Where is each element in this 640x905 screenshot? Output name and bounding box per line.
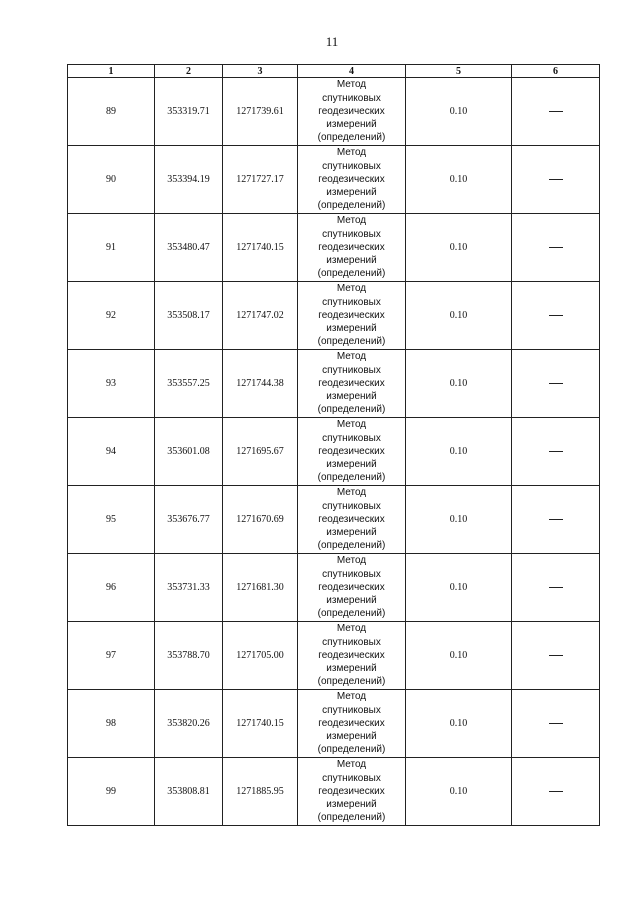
- accuracy-cell: 0.10: [406, 78, 512, 146]
- method-line: (определений): [317, 132, 386, 144]
- method-line: измерений: [326, 663, 377, 675]
- point-number-cell: 94: [68, 418, 155, 486]
- y-coordinate-cell: 1271739.61: [223, 78, 298, 146]
- method-cell: [298, 350, 406, 418]
- column-header-5: 5: [406, 65, 512, 78]
- accuracy-cell: 0.10: [406, 622, 512, 690]
- description-cell: [512, 418, 600, 486]
- method-line: Метод: [336, 691, 367, 703]
- method-line: измерений: [326, 391, 377, 403]
- description-cell: [512, 78, 600, 146]
- method-line: Метод: [336, 215, 367, 227]
- accuracy-cell: 0.10: [406, 554, 512, 622]
- accuracy-cell: 0.10: [406, 690, 512, 758]
- accuracy-cell: 0.10: [406, 146, 512, 214]
- accuracy-cell: 0.10: [406, 350, 512, 418]
- method-line: Метод: [336, 487, 367, 499]
- method-line: (определений): [317, 676, 386, 688]
- method-line: (определений): [317, 404, 386, 416]
- column-header-6: 6: [512, 65, 600, 78]
- description-cell: [512, 214, 600, 282]
- method-line: геодезических: [318, 785, 385, 797]
- method-line: спутниковых: [322, 568, 381, 580]
- table-body: [68, 78, 600, 826]
- method-line: геодезических: [318, 105, 385, 117]
- method-line: геодезических: [318, 309, 385, 321]
- method-line: геодезических: [318, 173, 385, 185]
- method-cell: [298, 758, 406, 826]
- table-row: [68, 214, 600, 282]
- y-coordinate-cell: 1271885.95: [223, 758, 298, 826]
- method-line: геодезических: [318, 241, 385, 253]
- description-cell: [512, 350, 600, 418]
- method-cell: [298, 146, 406, 214]
- table-row: [68, 350, 600, 418]
- dash-mark: [549, 723, 563, 724]
- description-cell: [512, 690, 600, 758]
- dash-mark: [549, 247, 563, 248]
- method-line: (определений): [317, 812, 386, 824]
- description-cell: [512, 622, 600, 690]
- coordinates-table: [67, 64, 600, 826]
- point-number-cell: 90: [68, 146, 155, 214]
- x-coordinate-cell: 353557.25: [155, 350, 223, 418]
- method-line: измерений: [326, 187, 377, 199]
- table-row: [68, 146, 600, 214]
- point-number-cell: 91: [68, 214, 155, 282]
- x-coordinate-cell: 353788.70: [155, 622, 223, 690]
- x-coordinate-cell: 353731.33: [155, 554, 223, 622]
- method-line: спутниковых: [322, 92, 381, 104]
- point-number-cell: 89: [68, 78, 155, 146]
- method-line: Метод: [336, 147, 367, 159]
- x-coordinate-cell: 353319.71: [155, 78, 223, 146]
- method-cell: [298, 418, 406, 486]
- dash-mark: [549, 587, 563, 588]
- method-line: измерений: [326, 255, 377, 267]
- dash-mark: [549, 383, 563, 384]
- y-coordinate-cell: 1271747.02: [223, 282, 298, 350]
- method-line: (определений): [317, 744, 386, 756]
- method-line: Метод: [336, 623, 367, 635]
- method-cell: [298, 622, 406, 690]
- point-number-cell: 98: [68, 690, 155, 758]
- description-cell: [512, 486, 600, 554]
- page-number: 11: [325, 34, 339, 49]
- method-line: (определений): [317, 472, 386, 484]
- table-header-row: [68, 65, 600, 78]
- table-row: [68, 282, 600, 350]
- column-header-4: 4: [298, 65, 406, 78]
- method-line: Метод: [336, 555, 367, 567]
- method-line: геодезических: [318, 513, 385, 525]
- y-coordinate-cell: 1271670.69: [223, 486, 298, 554]
- method-line: (определений): [317, 540, 386, 552]
- y-coordinate-cell: 1271727.17: [223, 146, 298, 214]
- y-coordinate-cell: 1271740.15: [223, 690, 298, 758]
- method-cell: [298, 282, 406, 350]
- dash-mark: [549, 451, 563, 452]
- x-coordinate-cell: 353601.08: [155, 418, 223, 486]
- table-row: [68, 690, 600, 758]
- method-line: измерений: [326, 119, 377, 131]
- method-line: измерений: [326, 527, 377, 539]
- accuracy-cell: 0.10: [406, 486, 512, 554]
- column-header-3: 3: [223, 65, 298, 78]
- method-cell: [298, 554, 406, 622]
- method-line: измерений: [326, 323, 377, 335]
- accuracy-cell: 0.10: [406, 282, 512, 350]
- x-coordinate-cell: 353508.17: [155, 282, 223, 350]
- method-line: измерений: [326, 731, 377, 743]
- dash-mark: [549, 179, 563, 180]
- method-line: Метод: [336, 79, 367, 91]
- method-cell: [298, 214, 406, 282]
- method-line: геодезических: [318, 581, 385, 593]
- method-line: измерений: [326, 459, 377, 471]
- method-line: геодезических: [318, 377, 385, 389]
- y-coordinate-cell: 1271740.15: [223, 214, 298, 282]
- dash-mark: [549, 791, 563, 792]
- accuracy-cell: 0.10: [406, 214, 512, 282]
- method-line: спутниковых: [322, 228, 381, 240]
- point-number-cell: 92: [68, 282, 155, 350]
- table-row: [68, 622, 600, 690]
- method-line: спутниковых: [322, 500, 381, 512]
- method-line: Метод: [336, 759, 367, 771]
- x-coordinate-cell: 353394.19: [155, 146, 223, 214]
- method-cell: [298, 690, 406, 758]
- method-line: (определений): [317, 200, 386, 212]
- dash-mark: [549, 315, 563, 316]
- table-row: [68, 418, 600, 486]
- method-line: спутниковых: [322, 704, 381, 716]
- method-line: измерений: [326, 799, 377, 811]
- description-cell: [512, 146, 600, 214]
- table-row: [68, 758, 600, 826]
- method-line: геодезических: [318, 445, 385, 457]
- column-header-2: 2: [155, 65, 223, 78]
- table-row: [68, 78, 600, 146]
- method-line: геодезических: [318, 649, 385, 661]
- point-number-cell: 96: [68, 554, 155, 622]
- y-coordinate-cell: 1271695.67: [223, 418, 298, 486]
- method-line: спутниковых: [322, 772, 381, 784]
- y-coordinate-cell: 1271744.38: [223, 350, 298, 418]
- method-line: (определений): [317, 336, 386, 348]
- dash-mark: [549, 111, 563, 112]
- point-number-cell: 95: [68, 486, 155, 554]
- table-row: [68, 554, 600, 622]
- x-coordinate-cell: 353808.81: [155, 758, 223, 826]
- x-coordinate-cell: 353676.77: [155, 486, 223, 554]
- method-line: (определений): [317, 608, 386, 620]
- point-number-cell: 99: [68, 758, 155, 826]
- method-line: измерений: [326, 595, 377, 607]
- method-line: (определений): [317, 268, 386, 280]
- description-cell: [512, 554, 600, 622]
- x-coordinate-cell: 353480.47: [155, 214, 223, 282]
- method-cell: [298, 78, 406, 146]
- method-line: геодезических: [318, 717, 385, 729]
- y-coordinate-cell: 1271705.00: [223, 622, 298, 690]
- x-coordinate-cell: 353820.26: [155, 690, 223, 758]
- accuracy-cell: 0.10: [406, 758, 512, 826]
- method-line: спутниковых: [322, 160, 381, 172]
- method-line: спутниковых: [322, 296, 381, 308]
- description-cell: [512, 758, 600, 826]
- dash-mark: [549, 519, 563, 520]
- y-coordinate-cell: 1271681.30: [223, 554, 298, 622]
- point-number-cell: 93: [68, 350, 155, 418]
- point-number-cell: 97: [68, 622, 155, 690]
- method-line: Метод: [336, 351, 367, 363]
- column-header-1: 1: [68, 65, 155, 78]
- method-line: спутниковых: [322, 636, 381, 648]
- table-row: [68, 486, 600, 554]
- method-line: спутниковых: [322, 432, 381, 444]
- method-line: Метод: [336, 419, 367, 431]
- method-cell: [298, 486, 406, 554]
- method-line: спутниковых: [322, 364, 381, 376]
- method-line: Метод: [336, 283, 367, 295]
- accuracy-cell: 0.10: [406, 418, 512, 486]
- description-cell: [512, 282, 600, 350]
- dash-mark: [549, 655, 563, 656]
